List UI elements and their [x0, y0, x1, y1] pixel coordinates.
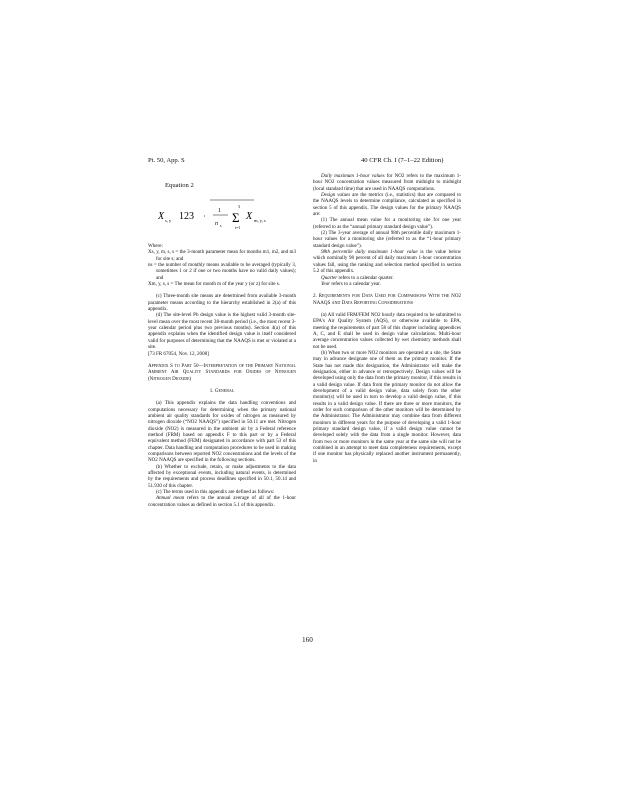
eq-frac-denominator-sub: s: [220, 223, 222, 228]
paragraph-2a-valid-data: (a) All valid FRM/FEM NO2 hourly data required to be submitted to EPA's Air Quality System (AQS), or otherwise available to EPA, meeting the requirements of part 58 of this chapter including appendices A, C, and E shall be used in design value calculations. Multi-hour average concentration values collected by wet chemistry methods shall not be used.: [313, 311, 461, 350]
eq-dot: ·: [203, 212, 206, 221]
eq-lhs-subscript: s, y: [165, 218, 172, 223]
definition-year: Year refers to a calendar year.: [321, 280, 381, 287]
paragraph-b-exceptional-events: (b) Whether to exclude, retain, or make adjustments to the data affected by exceptional events, including natural events, is determined by the requirements and process deadlines specified in 50.1, 50.14 and 51.930 of this chapter.: [148, 463, 296, 489]
eq-digits: 123: [179, 211, 194, 222]
paragraph-2b-primary-monitor: (b) When two or more NO2 monitors are operated at a site, the State may in advance designate one of them as the primary monitor. If the State has not made this designation, the Administrator will make the designation, either in advance or retrospectively. Design values will be developed using only the data from the primary monitor, if this results in a valid design value. If data from the primary monitor do not allow the development of a valid design value, data solely from the other monitor(s) will be used in turn to develop a valid design value, if this results in a valid design value. If there are three or more monitors, the order for such comparison of the other monitors will be determined by the Administrator. The Administrator may combine data from different monitors in different years for the purpose of developing a valid 1-hour primary standard design value, if a valid design value cannot be developed solely with the data from a single monitor. However, data from two or more monitors in the same year at the same site will not be combined in an attempt to meet data completeness requirements, except if one monitor has physically replaced another instrument permanently, in: [313, 349, 461, 464]
running-header-right: 40 CFR Ch. I (7–1–22 Edition): [361, 157, 444, 164]
paragraph-a-purpose: (a) This appendix explains the data handling conventions and computations necessary for determining when the primary national ambient air quality standards for oxides of nitrogen as measured by nitrogen dioxide (“NO2 NAAQS”) specified in 50.11 are met. Nitrogen dioxide (NO2) is measured in the ambient air by a Federal reference method (FRM) based on appendix F to this part or by a Federal equivalent method (FEM) designated in accordance with part 53 of this chapter. Data handling and computation procedures to be used in making comparisons between reported NO2 concentrations and the levels of the NO2 NAAQS are specified in the following sections.: [148, 400, 296, 464]
right-column: [313, 173, 461, 464]
equation-block: [148, 173, 296, 243]
definition-98th-percentile: 98th percentile daily maximum 1-hour value is the value below which nominally 98 percent of all daily maximum 1-hour concentration values fall, using the ranking and selection method specified in section 5.2 of this appendix.: [313, 249, 462, 275]
design-value-1: (1) The annual mean value for a monitoring site for one year (referred to as the “annual primary standard design value”).: [313, 217, 461, 230]
eq-sigma: Σ: [232, 210, 240, 225]
section-heading-general: 1. General: [209, 387, 235, 394]
definition-quarter: Quarter refers to a calendar quarter.: [321, 274, 394, 281]
where-label: Where:: [148, 243, 163, 249]
term-annual-mean: Annual mean: [156, 495, 185, 502]
eq-lhs-symbol: X: [158, 211, 165, 222]
eq-sum-lower: i=1: [235, 225, 241, 230]
eq-rhs-symbol: X: [246, 211, 253, 222]
eq-sum-upper: 3: [238, 204, 240, 209]
eq-frac-denominator: n: [215, 221, 218, 227]
eq-rhs-subscript: m, y, s: [254, 218, 266, 223]
paragraph-c-terms: (c) The terms used in this appendix are defined as follows:: [156, 489, 275, 496]
definition-1: Xs, y, m, s, s = the 3-month parameter mean for months m1, m2, and m3 for site s; and: [148, 249, 296, 262]
definition-design-values: Design values are the metrics (i.e., statistics) that are compared to the NAAQS levels to determine compliance, calculated as specified in section 5 of this appendix. The design values for the primary NAAQS are:: [313, 192, 462, 218]
design-value-2: (2) The 3-year average of annual 98th percentile daily maximum 1-hour values for a monitoring site (referred to as the “1-hour primary standard design value”).: [313, 230, 461, 249]
citation: [73 FR 67054, Nov. 12, 2008]: [148, 350, 209, 357]
left-column: [148, 173, 296, 508]
equation-label: Equation 2: [165, 182, 194, 189]
eq-frac-numerator: 1: [218, 208, 221, 214]
appendix-title: Appendix S to Part 50—Interpretation of the Primary National Ambient Air Quality Standards for Oxides of Nitrogen (Nitrogen Dioxide): [148, 362, 296, 382]
paragraph-d-design-value: (d) The site-level Pb design value is the highest valid 3-month site-level mean over the most recent 38-month period (i.e., the most recent 3-year calendar period plus two previous months). Section 4(a) of this appendix explains when the identified design value is itself considered valid for purposes of determining that the NAAQS is met or violated at a site.: [148, 312, 296, 351]
definition-2: ns = the number of monthly means available to be averaged (typically 3, sometimes 1 or 2 if one or two months have no valid daily values); and: [148, 262, 296, 281]
definition-3: Xm, y, s, s = The mean for month m of the year y (or z) for site s.: [148, 281, 280, 288]
equation-2-formula: [158, 197, 288, 233]
section-heading-requirements: 2. Requirements for Data Used for Comparisons With the NO2 NAAQS and Data Reporting Considerations: [313, 293, 461, 306]
page-number: 160: [302, 636, 313, 644]
paragraph-c-site-means: (c) Three-month site means are determined from available 3-month parameter means according to the hierarchy established in 2(a) of this appendix.: [148, 293, 296, 313]
definition-annual-mean: Annual mean refers to the annual average of all of the 1-hour concentration values as defined in section 5.1 of this appendix.: [148, 495, 296, 508]
definition-daily-max: Daily maximum 1-hour values for NO2 refers to the maximum 1-hour NO2 concentration values measured from midnight to midnight (local standard time) that are used in NAAQS computations.: [313, 173, 461, 192]
running-header-left: Pt. 50, App. S: [148, 157, 185, 164]
